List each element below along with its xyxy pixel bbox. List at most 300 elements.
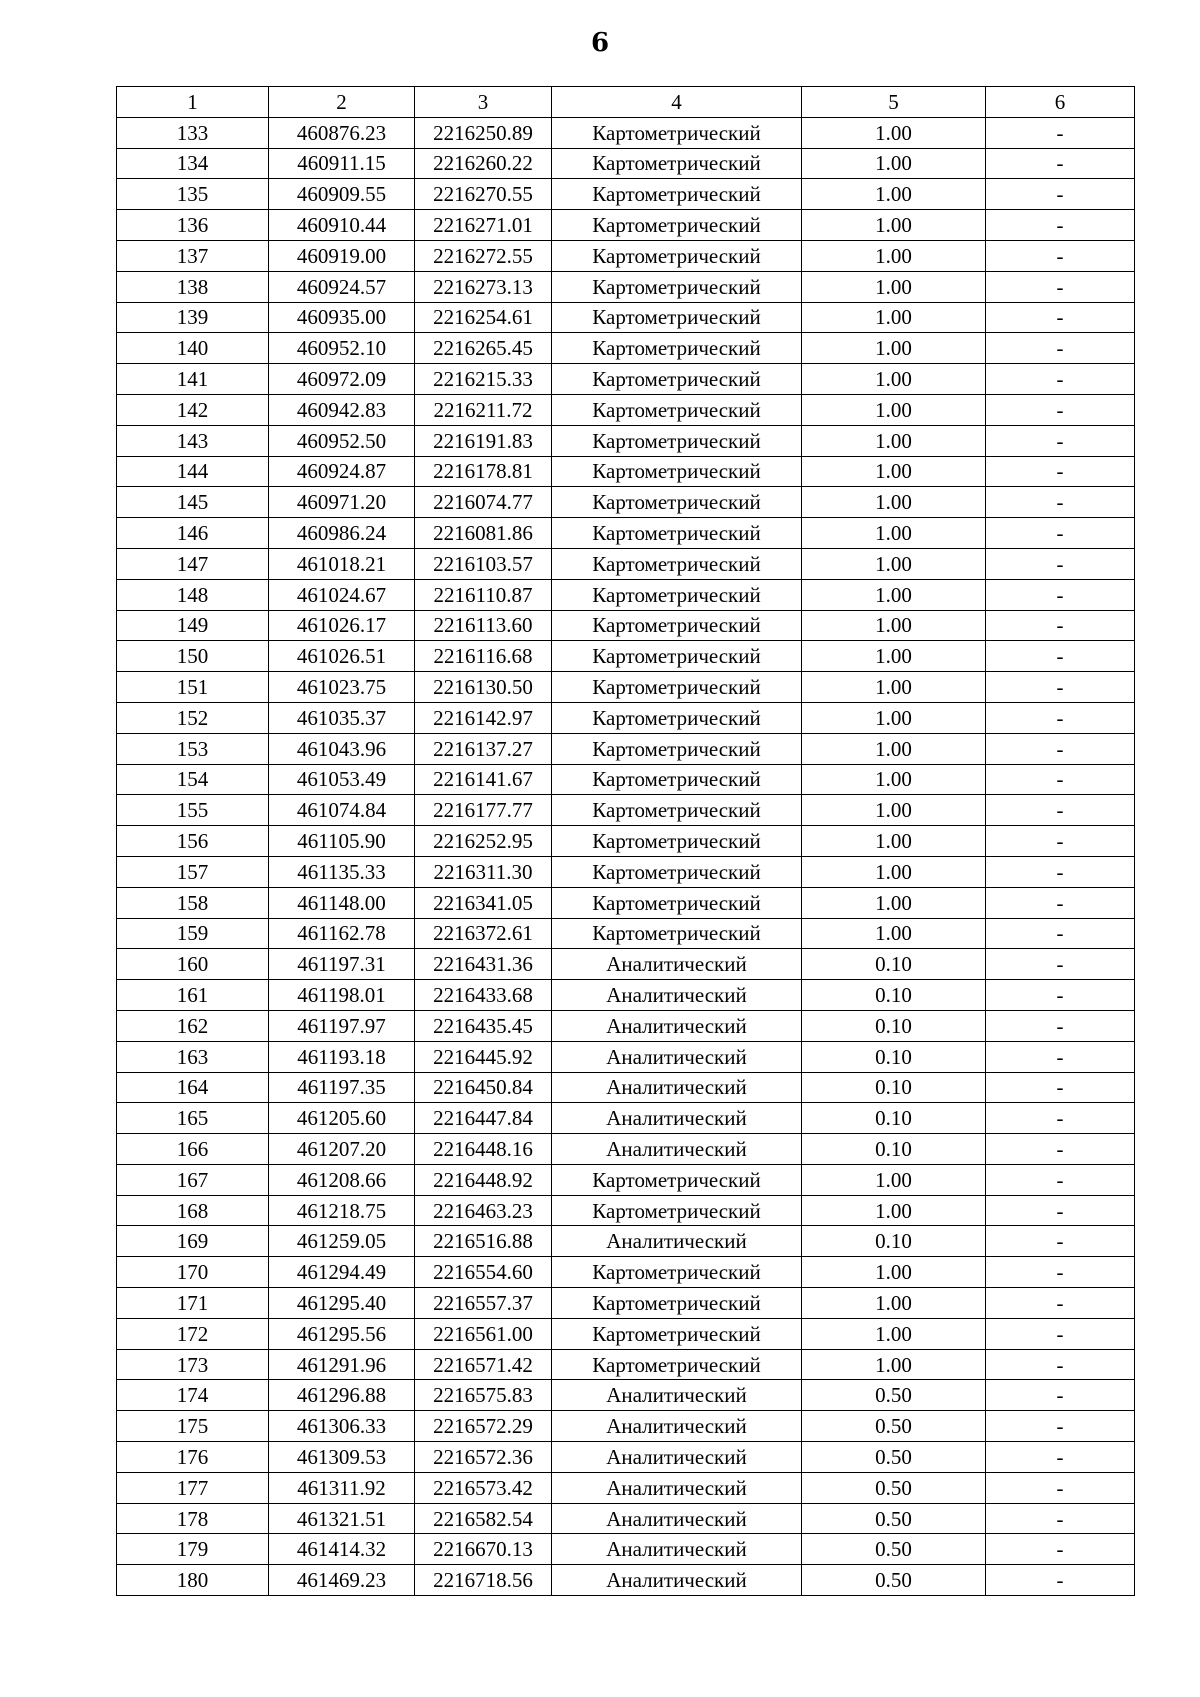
cell-point-number: 133 [117,117,269,148]
cell-y-coordinate: 2216271.01 [415,210,552,241]
cell-note: - [986,1503,1135,1534]
cell-point-number: 176 [117,1442,269,1473]
cell-point-number: 147 [117,548,269,579]
cell-note: - [986,856,1135,887]
cell-note: - [986,1103,1135,1134]
cell-method: Аналитический [552,1411,802,1442]
cell-point-number: 159 [117,918,269,949]
cell-point-number: 157 [117,856,269,887]
cell-point-number: 165 [117,1103,269,1134]
cell-y-coordinate: 2216447.84 [415,1103,552,1134]
cell-point-number: 158 [117,887,269,918]
cell-point-number: 143 [117,425,269,456]
cell-y-coordinate: 2216081.86 [415,518,552,549]
cell-point-number: 149 [117,610,269,641]
cell-accuracy: 0.50 [802,1411,986,1442]
cell-method: Картометрический [552,364,802,395]
cell-point-number: 180 [117,1565,269,1596]
cell-y-coordinate: 2216572.29 [415,1411,552,1442]
cell-note: - [986,1134,1135,1165]
cell-x-coordinate: 461162.78 [269,918,415,949]
cell-accuracy: 1.00 [802,795,986,826]
table-row [117,548,1135,579]
cell-method: Картометрический [552,302,802,333]
cell-accuracy: 0.50 [802,1534,986,1565]
cell-x-coordinate: 460909.55 [269,179,415,210]
cell-x-coordinate: 461043.96 [269,733,415,764]
cell-note: - [986,733,1135,764]
cell-method: Картометрический [552,1195,802,1226]
cell-y-coordinate: 2216215.33 [415,364,552,395]
cell-point-number: 142 [117,394,269,425]
table-row [117,1349,1135,1380]
cell-method: Картометрический [552,579,802,610]
cell-accuracy: 0.50 [802,1503,986,1534]
table-row [117,1010,1135,1041]
table-row [117,1103,1135,1134]
cell-note: - [986,117,1135,148]
cell-method: Аналитический [552,1503,802,1534]
cell-accuracy: 1.00 [802,240,986,271]
table-row [117,1226,1135,1257]
cell-method: Картометрический [552,518,802,549]
cell-accuracy: 0.10 [802,1134,986,1165]
cell-point-number: 150 [117,641,269,672]
cell-method: Картометрический [552,548,802,579]
cell-x-coordinate: 460924.87 [269,456,415,487]
cell-point-number: 151 [117,672,269,703]
cell-accuracy: 0.10 [802,949,986,980]
table-row [117,1041,1135,1072]
cell-accuracy: 1.00 [802,302,986,333]
table-body [117,117,1135,1595]
cell-note: - [986,548,1135,579]
cell-note: - [986,610,1135,641]
cell-point-number: 173 [117,1349,269,1380]
cell-point-number: 154 [117,764,269,795]
cell-method: Аналитический [552,1134,802,1165]
cell-x-coordinate: 461469.23 [269,1565,415,1596]
cell-y-coordinate: 2216250.89 [415,117,552,148]
coordinates-table [116,86,1135,1596]
cell-accuracy: 0.10 [802,1226,986,1257]
cell-point-number: 140 [117,333,269,364]
cell-x-coordinate: 461295.40 [269,1288,415,1319]
cell-x-coordinate: 461311.92 [269,1472,415,1503]
cell-x-coordinate: 461197.35 [269,1072,415,1103]
cell-x-coordinate: 461259.05 [269,1226,415,1257]
cell-y-coordinate: 2216571.42 [415,1349,552,1380]
cell-accuracy: 0.10 [802,1041,986,1072]
cell-method: Картометрический [552,918,802,949]
cell-method: Картометрический [552,856,802,887]
cell-method: Аналитический [552,1442,802,1473]
cell-method: Аналитический [552,1010,802,1041]
table-row [117,1164,1135,1195]
cell-method: Аналитический [552,1041,802,1072]
cell-accuracy: 0.10 [802,1072,986,1103]
cell-accuracy: 1.00 [802,456,986,487]
cell-y-coordinate: 2216448.92 [415,1164,552,1195]
cell-point-number: 139 [117,302,269,333]
cell-note: - [986,1164,1135,1195]
cell-method: Аналитический [552,949,802,980]
cell-x-coordinate: 461053.49 [269,764,415,795]
column-header: 1 [117,87,269,118]
table-row [117,333,1135,364]
cell-x-coordinate: 461205.60 [269,1103,415,1134]
cell-note: - [986,1472,1135,1503]
cell-accuracy: 1.00 [802,610,986,641]
cell-method: Картометрический [552,1349,802,1380]
cell-point-number: 170 [117,1257,269,1288]
cell-method: Аналитический [552,1226,802,1257]
cell-point-number: 156 [117,826,269,857]
cell-y-coordinate: 2216670.13 [415,1534,552,1565]
cell-point-number: 138 [117,271,269,302]
cell-x-coordinate: 461148.00 [269,887,415,918]
table-row [117,1380,1135,1411]
cell-note: - [986,949,1135,980]
table-header [117,87,1135,118]
cell-accuracy: 0.10 [802,980,986,1011]
cell-method: Картометрический [552,702,802,733]
cell-accuracy: 1.00 [802,1288,986,1319]
cell-method: Картометрический [552,826,802,857]
table-row [117,579,1135,610]
cell-point-number: 160 [117,949,269,980]
cell-accuracy: 0.50 [802,1472,986,1503]
cell-x-coordinate: 461294.49 [269,1257,415,1288]
cell-point-number: 152 [117,702,269,733]
cell-note: - [986,240,1135,271]
cell-y-coordinate: 2216573.42 [415,1472,552,1503]
cell-accuracy: 1.00 [802,1195,986,1226]
cell-x-coordinate: 461321.51 [269,1503,415,1534]
cell-point-number: 135 [117,179,269,210]
cell-y-coordinate: 2216557.37 [415,1288,552,1319]
cell-note: - [986,271,1135,302]
table-row [117,1565,1135,1596]
cell-method: Аналитический [552,1472,802,1503]
cell-accuracy: 1.00 [802,579,986,610]
cell-y-coordinate: 2216254.61 [415,302,552,333]
cell-method: Картометрический [552,179,802,210]
cell-point-number: 136 [117,210,269,241]
cell-y-coordinate: 2216718.56 [415,1565,552,1596]
cell-method: Аналитический [552,1565,802,1596]
cell-method: Картометрический [552,610,802,641]
cell-x-coordinate: 461023.75 [269,672,415,703]
table-row [117,856,1135,887]
cell-y-coordinate: 2216372.61 [415,918,552,949]
cell-x-coordinate: 461026.17 [269,610,415,641]
cell-note: - [986,1257,1135,1288]
cell-x-coordinate: 461024.67 [269,579,415,610]
table-row [117,1072,1135,1103]
cell-x-coordinate: 461218.75 [269,1195,415,1226]
cell-x-coordinate: 460986.24 [269,518,415,549]
cell-y-coordinate: 2216445.92 [415,1041,552,1072]
cell-method: Аналитический [552,1380,802,1411]
cell-point-number: 134 [117,148,269,179]
table-row [117,672,1135,703]
table-row [117,1257,1135,1288]
cell-y-coordinate: 2216431.36 [415,949,552,980]
cell-accuracy: 1.00 [802,887,986,918]
cell-accuracy: 1.00 [802,394,986,425]
cell-method: Картометрический [552,148,802,179]
cell-accuracy: 0.10 [802,1103,986,1134]
cell-y-coordinate: 2216273.13 [415,271,552,302]
cell-x-coordinate: 460952.50 [269,425,415,456]
table-row [117,487,1135,518]
cell-method: Картометрический [552,1288,802,1319]
cell-note: - [986,672,1135,703]
cell-y-coordinate: 2216191.83 [415,425,552,456]
cell-point-number: 144 [117,456,269,487]
cell-accuracy: 1.00 [802,1164,986,1195]
cell-y-coordinate: 2216141.67 [415,764,552,795]
cell-method: Картометрический [552,887,802,918]
cell-accuracy: 1.00 [802,548,986,579]
cell-x-coordinate: 461193.18 [269,1041,415,1072]
cell-x-coordinate: 461207.20 [269,1134,415,1165]
cell-accuracy: 1.00 [802,918,986,949]
cell-x-coordinate: 461018.21 [269,548,415,579]
table-row [117,702,1135,733]
cell-note: - [986,394,1135,425]
cell-method: Аналитический [552,1534,802,1565]
cell-note: - [986,641,1135,672]
cell-x-coordinate: 460924.57 [269,271,415,302]
cell-y-coordinate: 2216463.23 [415,1195,552,1226]
cell-y-coordinate: 2216272.55 [415,240,552,271]
table-row [117,394,1135,425]
table-row [117,1472,1135,1503]
cell-accuracy: 1.00 [802,117,986,148]
cell-note: - [986,1318,1135,1349]
cell-accuracy: 0.50 [802,1565,986,1596]
cell-point-number: 168 [117,1195,269,1226]
cell-note: - [986,980,1135,1011]
cell-note: - [986,148,1135,179]
cell-accuracy: 1.00 [802,764,986,795]
cell-note: - [986,333,1135,364]
table-row [117,1534,1135,1565]
table-row [117,1134,1135,1165]
cell-x-coordinate: 460919.00 [269,240,415,271]
cell-y-coordinate: 2216265.45 [415,333,552,364]
table-row [117,302,1135,333]
cell-y-coordinate: 2216575.83 [415,1380,552,1411]
cell-method: Картометрический [552,672,802,703]
cell-point-number: 177 [117,1472,269,1503]
cell-note: - [986,1288,1135,1319]
cell-accuracy: 1.00 [802,271,986,302]
cell-x-coordinate: 460971.20 [269,487,415,518]
cell-x-coordinate: 461291.96 [269,1349,415,1380]
cell-y-coordinate: 2216074.77 [415,487,552,518]
cell-y-coordinate: 2216103.57 [415,548,552,579]
cell-accuracy: 0.10 [802,1010,986,1041]
table-row [117,148,1135,179]
cell-note: - [986,1534,1135,1565]
cell-method: Аналитический [552,980,802,1011]
cell-note: - [986,887,1135,918]
cell-method: Картометрический [552,333,802,364]
cell-x-coordinate: 460942.83 [269,394,415,425]
cell-y-coordinate: 2216130.50 [415,672,552,703]
cell-note: - [986,1442,1135,1473]
table-row [117,795,1135,826]
cell-point-number: 141 [117,364,269,395]
cell-method: Картометрический [552,1318,802,1349]
cell-y-coordinate: 2216582.54 [415,1503,552,1534]
table-row [117,887,1135,918]
cell-y-coordinate: 2216435.45 [415,1010,552,1041]
column-header: 3 [415,87,552,118]
cell-y-coordinate: 2216448.16 [415,1134,552,1165]
table-row [117,1411,1135,1442]
cell-accuracy: 1.00 [802,364,986,395]
cell-accuracy: 1.00 [802,1318,986,1349]
cell-note: - [986,764,1135,795]
table-row [117,949,1135,980]
table-row [117,1442,1135,1473]
cell-note: - [986,425,1135,456]
cell-point-number: 145 [117,487,269,518]
cell-point-number: 161 [117,980,269,1011]
column-header: 5 [802,87,986,118]
cell-x-coordinate: 461074.84 [269,795,415,826]
cell-point-number: 146 [117,518,269,549]
cell-point-number: 167 [117,1164,269,1195]
cell-note: - [986,795,1135,826]
cell-x-coordinate: 461208.66 [269,1164,415,1195]
cell-accuracy: 1.00 [802,641,986,672]
cell-point-number: 179 [117,1534,269,1565]
cell-point-number: 153 [117,733,269,764]
cell-y-coordinate: 2216270.55 [415,179,552,210]
column-header: 4 [552,87,802,118]
cell-point-number: 178 [117,1503,269,1534]
table-row [117,764,1135,795]
cell-x-coordinate: 461414.32 [269,1534,415,1565]
cell-x-coordinate: 461105.90 [269,826,415,857]
cell-note: - [986,210,1135,241]
table-row [117,364,1135,395]
cell-point-number: 162 [117,1010,269,1041]
table-row [117,456,1135,487]
cell-x-coordinate: 460911.15 [269,148,415,179]
table-row [117,610,1135,641]
cell-point-number: 174 [117,1380,269,1411]
cell-y-coordinate: 2216561.00 [415,1318,552,1349]
cell-point-number: 166 [117,1134,269,1165]
column-header: 6 [986,87,1135,118]
cell-x-coordinate: 460952.10 [269,333,415,364]
cell-point-number: 171 [117,1288,269,1319]
cell-method: Картометрический [552,240,802,271]
cell-accuracy: 1.00 [802,733,986,764]
cell-x-coordinate: 461198.01 [269,980,415,1011]
cell-accuracy: 1.00 [802,1349,986,1380]
cell-note: - [986,1411,1135,1442]
cell-x-coordinate: 461135.33 [269,856,415,887]
cell-accuracy: 1.00 [802,672,986,703]
table-row [117,518,1135,549]
cell-accuracy: 1.00 [802,179,986,210]
cell-x-coordinate: 460910.44 [269,210,415,241]
cell-point-number: 163 [117,1041,269,1072]
cell-point-number: 148 [117,579,269,610]
cell-y-coordinate: 2216260.22 [415,148,552,179]
cell-accuracy: 1.00 [802,518,986,549]
cell-note: - [986,918,1135,949]
cell-note: - [986,1010,1135,1041]
cell-y-coordinate: 2216252.95 [415,826,552,857]
cell-note: - [986,1565,1135,1596]
cell-note: - [986,1072,1135,1103]
cell-x-coordinate: 461197.97 [269,1010,415,1041]
cell-y-coordinate: 2216178.81 [415,456,552,487]
cell-method: Аналитический [552,1072,802,1103]
cell-y-coordinate: 2216572.36 [415,1442,552,1473]
cell-accuracy: 1.00 [802,148,986,179]
cell-x-coordinate: 461309.53 [269,1442,415,1473]
cell-x-coordinate: 460972.09 [269,364,415,395]
cell-note: - [986,302,1135,333]
cell-method: Картометрический [552,1257,802,1288]
cell-note: - [986,1380,1135,1411]
cell-point-number: 172 [117,1318,269,1349]
cell-note: - [986,1041,1135,1072]
cell-method: Аналитический [552,1103,802,1134]
cell-point-number: 155 [117,795,269,826]
cell-y-coordinate: 2216450.84 [415,1072,552,1103]
cell-x-coordinate: 460876.23 [269,117,415,148]
cell-accuracy: 1.00 [802,702,986,733]
cell-y-coordinate: 2216177.77 [415,795,552,826]
header-row [117,87,1135,118]
table-row [117,1318,1135,1349]
cell-note: - [986,179,1135,210]
cell-y-coordinate: 2216341.05 [415,887,552,918]
cell-method: Картометрический [552,425,802,456]
table-row [117,980,1135,1011]
cell-y-coordinate: 2216211.72 [415,394,552,425]
cell-point-number: 175 [117,1411,269,1442]
page-number: 6 [590,28,610,58]
cell-accuracy: 1.00 [802,425,986,456]
cell-note: - [986,579,1135,610]
cell-accuracy: 1.00 [802,856,986,887]
cell-method: Картометрический [552,456,802,487]
table-row [117,733,1135,764]
table-row [117,641,1135,672]
cell-method: Картометрический [552,764,802,795]
table-row [117,240,1135,271]
table-row [117,1288,1135,1319]
table-row [117,179,1135,210]
cell-method: Картометрический [552,210,802,241]
cell-accuracy: 1.00 [802,826,986,857]
cell-y-coordinate: 2216116.68 [415,641,552,672]
cell-y-coordinate: 2216433.68 [415,980,552,1011]
cell-y-coordinate: 2216554.60 [415,1257,552,1288]
cell-accuracy: 1.00 [802,210,986,241]
